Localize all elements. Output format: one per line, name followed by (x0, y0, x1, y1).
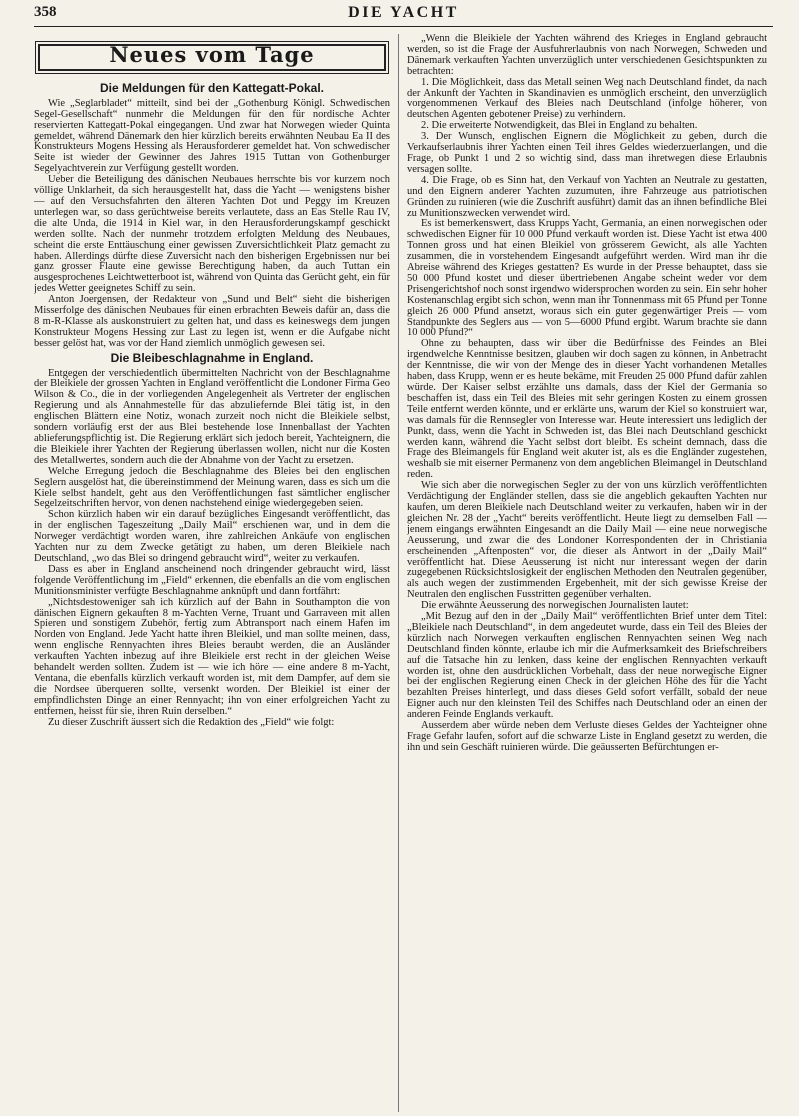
paragraph: „Nichtsdestoweniger sah ich kürzlich auf der Bahn in Southampton die von dänischen Eignern gekauften 8 m-Yachten Verne, Truant und Garraveen mit allen Spieren und sonstigem Zubehör, fertig zum Abtransport nach einem Hafen im Norden von England. Jede Yacht hatte ihren Bleikiel, und man sollte meinen, dass, wenn englische Rennyachten ihres Bleies beraubt werden, die an Ausländer verkauften Yachten inbezug auf ihre Bleikiele erst recht in der gleichen Weise behandelt werden sollten. Zudem ist — wie ich höre — eine andere 8 m-Yacht, Ventana, die ebenfalls kürzlich verkauft worden ist, mit dem Dampfer, auf dem sie die Nordsee überqueren sollte, versenkt worden. Der Bleikiel ist einer der empfindlichsten Dinge an einer Rennyacht; ihn von einer erfolgreichen Yacht zu entfernen, heisst für sie, ihren Ruin derselben.“ (34, 596, 390, 717)
paragraph: 3. Der Wunsch, englischen Eignern die Möglichkeit zu geben, durch die Verkaufserlaubnis ihrer Yachten einen Teil ihres Geldes wiederzuerlangen, und die Frage, ob Punkt 1 und 2 so wichtig sind, dass man ihretwegen diese Erlaubnis versagen sollte. (407, 131, 767, 175)
paragraph: Wie „Seglarbladet“ mitteilt, sind bei der „Gothenburg Königl. Schwedischen Segel-Gesellschaft“ nunmehr die Meldungen für den für nordische Achter reservierten Kattegatt-Pokal eingegangen. Und zwar hat Norwegen wieder Quinta gemeldet, während Dänemark den hier kürzlich bereits erwähnten Neubau Ea II des Konstrukteurs Mogens Hessing als Herausforderer gemeldet hat. Von schwedischer Seite ist wieder der Gewinner des Jahres 1915 Tuttan von Gothenburger Segelyachtverein zur Verfügung gestellt worden. (34, 97, 390, 175)
column-divider (398, 34, 399, 1112)
paragraph: Die erwähnte Aeusserung des norwegischen Journalisten lautet: (421, 600, 689, 612)
paragraph: Ausserdem aber würde neben dem Verluste dieses Geldes der Yachteigner ohne Frage Gefahr laufen, sofort auf die schwarze Liste in England gesetzt zu werden, die ihn und sein Geschäft ruinieren würde. Die geäusserten Befürchtungen er- (407, 720, 767, 753)
paragraph: Ueber die Beteiligung des dänischen Neubaues herrschte bis vor kurzem noch völlige Unklarheit, da sich herausgestellt hat, dass die Yacht — wenigstens bisher — auf den Versuchsfahrten den älteren Yachten Dot und Peggy im Kreuzen unterlegen war, so dass gerüchtweise bereits verlautete, dass an Eas Stelle Rau IV, die alte Unda, die 1914 in Kiel war, in den Herausforderungskampf geschickt werden sollte. Nach der nunmehr trotzdem erfolgten Meldung des Neubaues, scheint die erste Enttäuschung einer gewissen Zuversichtlichkeit Platz gemacht zu haben. Allerdings dürfte diese Zuversicht nach den bisherigen Ergebnissen nur bei ganz grosser Flaute eine gewisse Berechtigung haben, da auch Tuttan ein ausgesprochenes Leichtwetterboot ist, während von Quinta das Gerücht geht, ein für jedes Wetter geeignetes Schiff zu sein. (34, 174, 390, 295)
paragraph: Schon kürzlich haben wir ein darauf bezügliches Eingesandt veröffentlicht, das in der englischen Tageszeitung „Daily Mail“ erschienen war, und in dem die Norweger verdächtigt worden waren, ihre zahlreichen Ankäufe von englischen Yachten nur zu dem Zwecke getätigt zu haben, um deren Bleikiele nach Deutschland, „wo das Blei so dringend gebraucht wird“, weiter zu verkaufen. (34, 509, 390, 564)
paragraph: Dass es aber in England anscheinend noch dringender gebraucht wird, lässt folgende Veröffentlichung im „Field“ erkennen, die ebenfalls an die vom englischen Munitionsminister verfügte Beschlagnahme anknüpft und dann fortfährt: (34, 563, 390, 597)
paragraph: 1. Die Möglichkeit, dass das Metall seinen Weg nach Deutschland findet, da nach der Ankunft der Yachten in Skandinavien es unmöglich erscheint, den unverzüglich vorgenommenen Verkauf des Bleies nach Deutschland (infolge höherer, von deutschen Agenten gebotener Preise) zu verhindern. (407, 76, 767, 121)
paragraph: 4. Die Frage, ob es Sinn hat, den Verkauf von Yachten an Neutrale zu gestatten, und den Eignern anderer Yachten zuzumuten, ihre Fahrzeuge aus patriotischen Gründen zu ruinieren (wie die Zuschrift ausführt) damit das an ihnen befindliche Blei zu Munitionszwecken verwendet wird. (407, 174, 767, 219)
page-header (34, 4, 773, 27)
left-column (34, 34, 390, 1112)
article-body-kattegatt (34, 99, 390, 350)
paragraph: „Wenn die Bleikiele der Yachten während des Krieges in England gebraucht werden, so ist die Frage der Ausfuhrerlaubnis von nach Norwegen, Schweden und Dänemark verkauften Yachten unverzüglich unter verschiedenen Gesichtspunkten zu betrachten: (407, 34, 767, 77)
section-title: Neues vom Tage (109, 42, 315, 67)
paragraph: Welche Erregung jedoch die Beschlagnahme des Bleies bei den englischen Seglern ausgelöst hat, die übereinstimmend der Meinung waren, dass es sich um die Kiele selbst handelt, geht aus den Veröffentlichungen fast sämtlicher englischer Segelzeitschriften hervor, von denen nachstehend einige wiedergegeben seien. (34, 465, 390, 510)
paragraph: Es ist bemerkenswert, dass Krupps Yacht, Germania, an einen norwegischen oder schwedischen Eigner für 10 000 Pfund verkauft worden ist. Diese Yacht ist etwa 400 Tonnen gross und hat einen Bleikiel von grösserem Gewicht, als alle Yachten zusammen, die in vorstehendem Eingesandt aufgeführt werden. Wird man ihr die Abreise während des Krieges gestatten? Es wurde in der Presse behauptet, dass sie 50 000 Pfund kostet und dieser übertriebenen Angabe scheint weder vor dem Prisengerichtshof noch sonst irgendwo widersprochen worden zu sein. Ein sehr hoher Kostenanschlag ergibt sich schon, wenn man ihr Tonnenmass mit 65 Pfund per Tonne gleich 26 000 Pfund ansetzt, woraus sich ein guter gegenwärtiger Preis — vom Standpunkte des Seglers aus — von 5—6000 Pfund ergibt. Warum brachte sie dann 10 000 Pfund?“ (407, 218, 767, 339)
section-title-box (38, 44, 386, 71)
article-body-bleibeschlagnahme (34, 369, 390, 729)
article-heading-bleibeschlagnahme: Die Bleibeschlagnahme in England. (110, 350, 314, 365)
paragraph: 2. Die erweiterte Notwendigkeit, das Blei in England zu behalten. (421, 120, 698, 132)
paragraph: Wie sich aber die norwegischen Segler zu der von uns kürzlich veröffentlichten Verdächtigung der Engländer stellen, dass sie die angeblich gekauften Yachten nur kaufen, um deren Bleikiele nach Deutschland weiter zu verkaufen, haben wir in der gleichen Nr. 28 der „Yacht“ bereits veröffentlicht. Heute liegt zu demselben Fall — jenem eingangs erwähnten Eingesandt an die Daily Mail — eine neue norwegische Aeusserung, und zwar die des Londoner Korrespondenten der in Christiania erscheinenden „Aftenposten“ vor, die dieser als Antwort in der „Daily Mail“ veröffentlicht hat. Diese Aeusserung ist nicht nur interessant wegen der darin zugegebenen Rücksichtslosigkeit der englischen Methoden den Neutralen gegenüber, als auch wegen der zustimmenden Ergebenheit, mit der sich gewisse Kreise der Neutralen den englischen Fusstritten gegenüber verhalten. (407, 480, 767, 601)
paragraph: Ohne zu behaupten, dass wir über die Bedürfnisse des Feindes an Blei irgendwelche Kenntnisse besitzen, glauben wir doch sagen zu können, in Anbetracht der Kenntnisse, die wir von der Menge des in dieser Yacht vorhandenen Metalles haben, dass Krupp, wenn er es heute bekäme, mit Freuden 25 000 Pfund dafür zahlen würde. Der Kaiser selbst erzählte uns damals, dass der Kiel der Germania so beschaffen ist, dass ein Teil des Bleies mit sehr geringen Kosten zu einem grossen Teile entfernt werden könnte, und er erklärte uns, warum der Kiel so konstruiert war, was damals für die Rennsegler von Interesse war. Heute interessiert uns lediglich der Punkt, dass, wenn die Yacht in Schweden ist, das Blei nach Deutschland geschickt werden kann, während die Yacht selbst dort bleibt. Es scheint demnach, dass die Frage des Bleimangels für England weit akuter ist, als es die Engländer zugestehen, weshalb sie mit eiserner Permanenz von dem angeblichen Bleimangel in Deutschland reden. (407, 338, 767, 481)
paragraph: „Mit Bezug auf den in der „Daily Mail“ veröffentlichten Brief unter dem Titel: „Bleikiele nach Deutschland“, in dem angedeutet wurde, dass ein Teil des Bleies der kürzlich nach Norwegen verkauften englischen Rennyachten seinen Weg nach Deutschland finden könnte, erlaube ich mir die Aufmerksamkeit des Briefschreibers auf die Tatsache hin zu lenken, dass keine der englischen Rennyachten verkauft worden ist, ohne den ausdrücklichen Vorbehalt, dass der neue norwegische Eigner bei der englischen Regierung einen Check in der gleichen Höhe des für die Yacht bezahlten Preises hinterlegt, und dass dieses Geld sofort verfällt, sobald der neue Eigner auch nur den kleinsten Teil des Schiffes nach Deutschland oder an einen der anderen Feinde Englands verkauft. (407, 611, 767, 721)
journal-title: DIE YACHT (348, 4, 459, 21)
paragraph: Zu dieser Zuschrift äussert sich die Redaktion des „Field“ wie folgt: (48, 716, 335, 728)
right-column (407, 34, 767, 1112)
page-number: 358 (34, 4, 57, 20)
paragraph: Anton Joergensen, der Redakteur von „Sund und Belt“ sieht die bisherigen Misserfolge des dänischen Neubaues für einen erbrachten Beweis dafür an, dass die 8 m-R-Klasse als auskonstruiert zu gelten hat, und dass es keineswegs dem jungen Konstrukteur Mogens Hessing zur Last zu legen ist, wenn er die Aufgabe nicht besser gelöst hat, was vor der Hand ziemlich unmöglich gewesen sei. (34, 294, 390, 349)
article-heading-kattegatt: Die Meldungen für den Kattegatt-Pokal. (99, 80, 324, 95)
paragraph: Entgegen der verschiedentlich übermittelten Nachricht von der Beschlagnahme der Bleikiele der grossen Yachten in England veröffentlicht die Londoner Firma Geo Wilson & Co., die in der vorliegenden Angelegenheit als Vertreter der englischen Regierung und als Annahmestelle für das abzuliefernde Blei tätig ist, in den englischen Blättern eine Notiz, wonach zurzeit noch nicht die Bleikiele selbst, sondern vorläufig erst der aus Blei bestehende lose Innenballast der Yachten ablieferungspflichtig ist. Die Regierung erklärt sich jedoch bereit, Yachteignern, die die Bleikiele ihrer Yachten der Regierung überlassen wollen, nicht nur die Kosten des Metallwertes, sondern auch die der Abnahme von der Yacht zu ersetzen. (34, 367, 390, 466)
